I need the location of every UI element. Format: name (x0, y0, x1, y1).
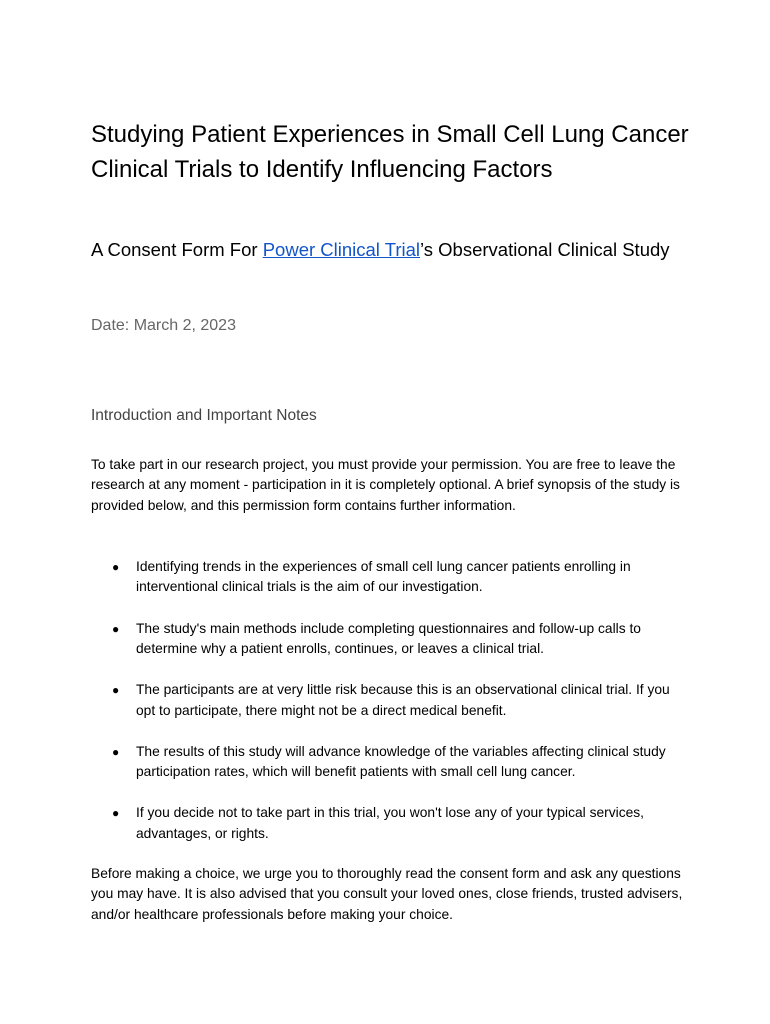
list-item-text: Identifying trends in the experiences of small cell lung cancer patients enrolling in interventional clinical trials is the aim of our investigation. (136, 559, 631, 595)
bullet-icon: ● (112, 744, 120, 759)
closing-paragraph: Before making a choice, we urge you to thoroughly read the consent form and ask any questions you may have. It is also advised that you consult your loved ones, close friends, trusted advisers, and/or healthcare professionals before making your choice. (91, 866, 683, 922)
list-item-text: The participants are at very little risk because this is an observational clinical trial. If you opt to participate, there might not be a direct medical benefit. (136, 682, 670, 718)
subtitle-suffix: ’s Observational Clinical Study (420, 239, 670, 260)
list-item (91, 680, 691, 721)
list-item (91, 619, 691, 660)
bullet-icon: ● (112, 806, 120, 821)
bullet-icon: ● (112, 560, 120, 574)
subtitle-prefix: A Consent Form For (91, 239, 263, 260)
intro-paragraph: To take part in our research project, you must provide your permission. You are free to leave the research at any moment - participation in it is completely optional. A brief synopsis of the study is provided below, and this permission form contains further information. (91, 457, 680, 513)
list-item-text: The results of this study will advance knowledge of the variables affecting clinical study participation rates, which will benefit patients with small cell lung cancer. (136, 743, 666, 780)
list-item (91, 557, 691, 598)
list-item-text: The study's main methods include completing questionnaires and follow-up calls to determine why a patient enrolls, continues, or leaves a clinical trial. (136, 620, 641, 657)
key-points-list (91, 557, 691, 865)
list-item (91, 803, 691, 844)
bullet-icon: ● (112, 683, 120, 698)
list-item-text: If you decide not to take part in this trial, you won't lose any of your typical services, advantages, or rights. (136, 805, 645, 841)
section-heading: Introduction and Important Notes (91, 407, 317, 424)
document-subtitle (91, 236, 691, 264)
bullet-icon: ● (112, 621, 120, 636)
document-date: Date: March 2, 2023 (91, 317, 236, 334)
list-item (91, 742, 691, 783)
document-title: Studying Patient Experiences in Small Cell Lung Cancer Clinical Trials to Identify Influencing Factors (91, 121, 689, 183)
power-clinical-trial-link[interactable]: Power Clinical Trial (262, 239, 420, 260)
